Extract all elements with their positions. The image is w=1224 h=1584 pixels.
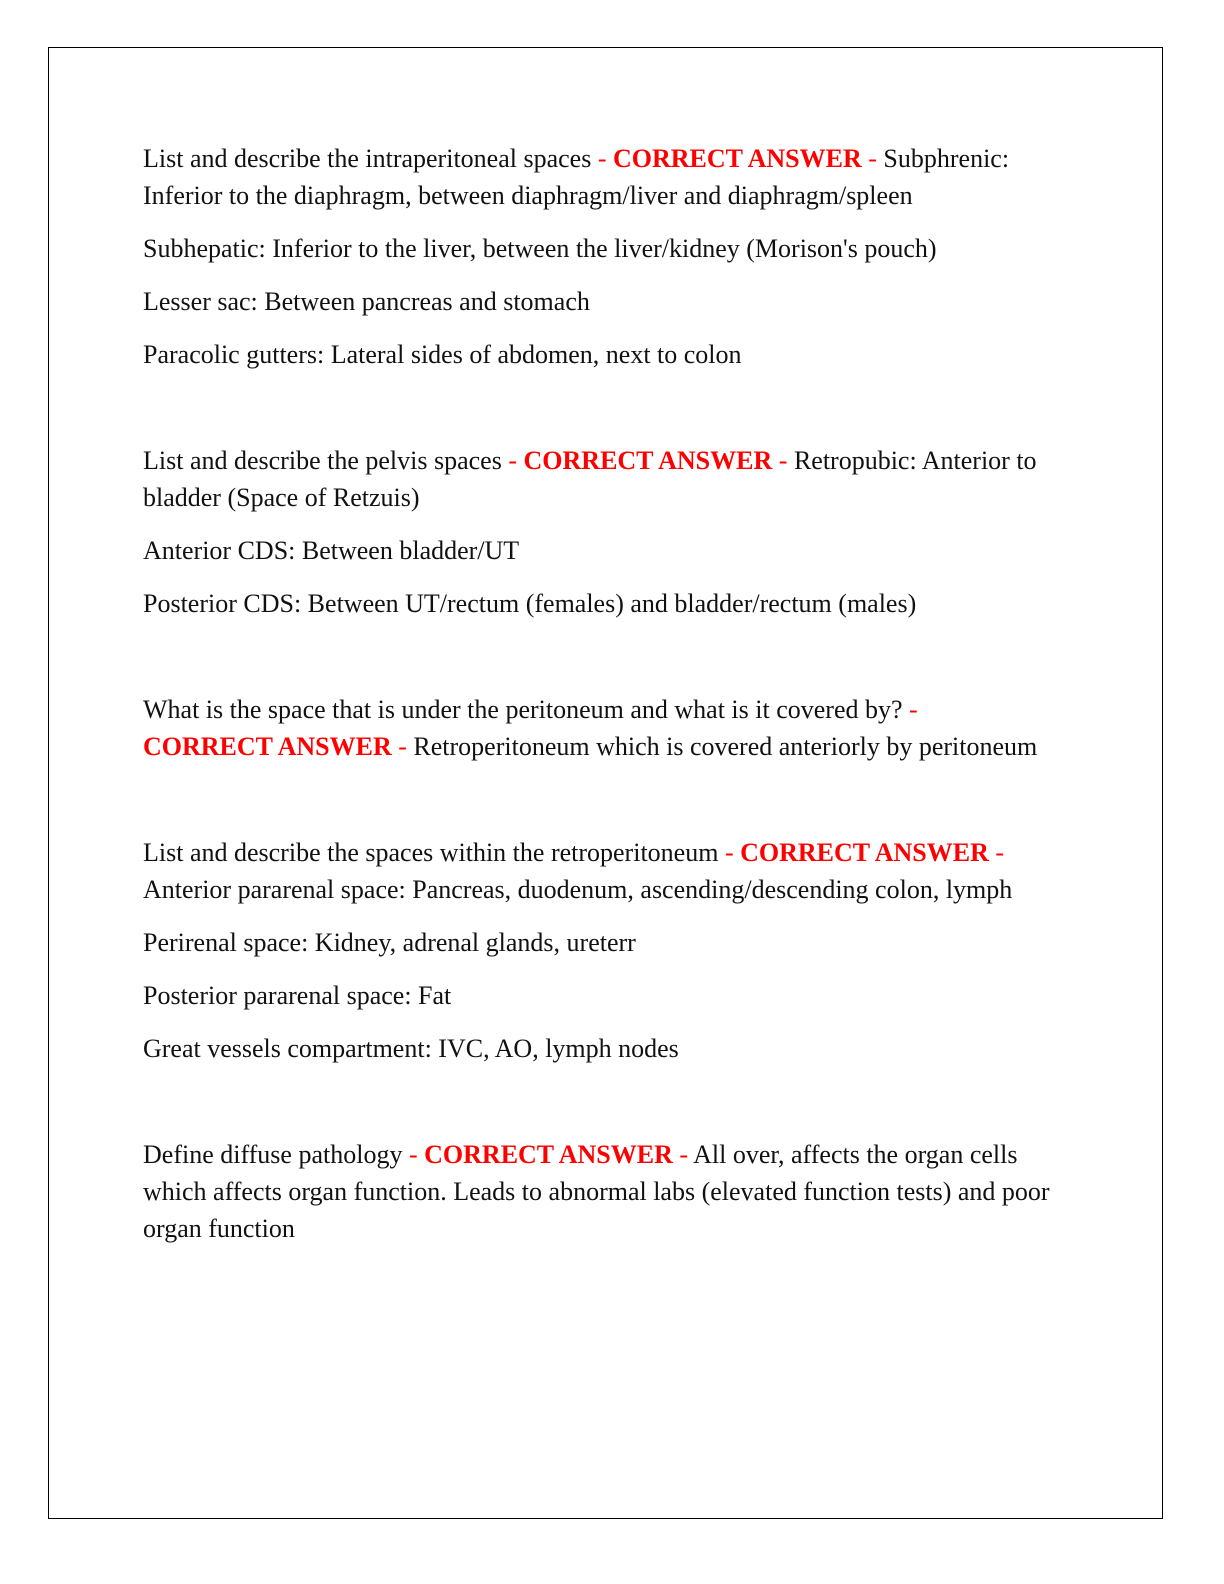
- qa-item: [143, 1136, 1078, 1247]
- question-text: List and describe the intraperitoneal spaces: [143, 144, 592, 173]
- qa-item: [143, 442, 1078, 622]
- qa-first-paragraph: [143, 1136, 1078, 1247]
- question-text: What is the space that is under the peritoneum and what is it covered by?: [143, 695, 903, 724]
- answer-text: Retropubic: Anterior to bladder (Space of Retzuis): [143, 446, 1037, 512]
- answer-text: All over, affects the organ cells which affects organ function. Leads to abnormal labs (elevated function tests) and poor organ function: [143, 1140, 1050, 1243]
- answer-paragraph: Anterior CDS: Between bladder/UT: [143, 536, 520, 565]
- separator: -: [508, 446, 518, 475]
- answer-paragraph: Posterior pararenal space: Fat: [143, 981, 452, 1010]
- separator: -: [408, 1140, 418, 1169]
- separator: -: [398, 732, 407, 761]
- separator: -: [868, 144, 877, 173]
- qa-first-paragraph: [143, 442, 1078, 516]
- qa-first-paragraph: [143, 834, 1078, 908]
- answer-text: Retroperitoneum which is covered anteriorly by peritoneum: [413, 732, 1038, 761]
- separator: -: [597, 144, 607, 173]
- correct-answer-label: CORRECT ANSWER: [740, 838, 989, 867]
- answer-paragraph: Subhepatic: Inferior to the liver, between the liver/kidney (Morison's pouch): [143, 234, 937, 263]
- answer-paragraph: Paracolic gutters: Lateral sides of abdomen, next to colon: [143, 340, 742, 369]
- question-text: List and describe the spaces within the retroperitoneum: [143, 838, 719, 867]
- qa-item: [143, 834, 1078, 1067]
- qa-first-paragraph: [143, 140, 1078, 214]
- answer-paragraph: Posterior CDS: Between UT/rectum (females) and bladder/rectum (males): [143, 589, 917, 618]
- qa-item: [143, 691, 1078, 765]
- qa-item: [143, 140, 1078, 373]
- question-text: Define diffuse pathology: [143, 1140, 403, 1169]
- separator: -: [778, 446, 788, 475]
- document-body: [143, 140, 1078, 1316]
- answer-paragraph: Lesser sac: Between pancreas and stomach: [143, 287, 590, 316]
- question-text: List and describe the pelvis spaces: [143, 446, 502, 475]
- separator: -: [909, 695, 918, 724]
- correct-answer-label: CORRECT ANSWER: [424, 1140, 673, 1169]
- correct-answer-label: CORRECT ANSWER: [143, 732, 392, 761]
- qa-first-paragraph: [143, 691, 1078, 765]
- separator: -: [995, 838, 1005, 867]
- answer-paragraph: Perirenal space: Kidney, adrenal glands, ureterr: [143, 928, 636, 957]
- separator: -: [679, 1140, 689, 1169]
- correct-answer-label: CORRECT ANSWER: [523, 446, 773, 475]
- separator: -: [724, 838, 734, 867]
- answer-text: Anterior pararenal space: Pancreas, duodenum, ascending/descending colon, lymph: [143, 875, 1013, 904]
- correct-answer-label: CORRECT ANSWER: [613, 144, 862, 173]
- answer-text: Subphrenic: Inferior to the diaphragm, between diaphragm/liver and diaphragm/spleen: [143, 144, 1010, 210]
- answer-paragraph: Great vessels compartment: IVC, AO, lymph nodes: [143, 1034, 679, 1063]
